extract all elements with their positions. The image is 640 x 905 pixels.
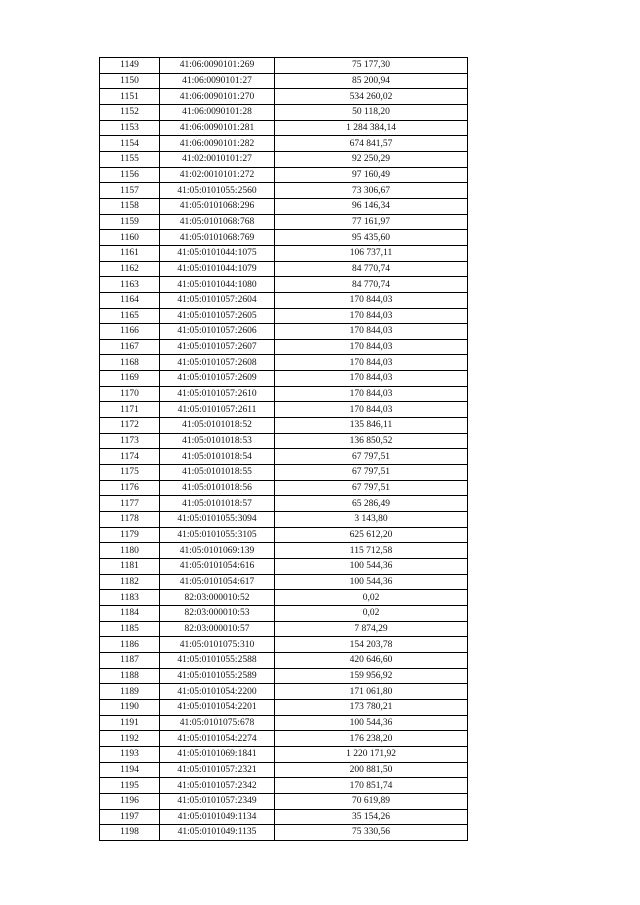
row-number-cell: 1158 <box>100 198 160 214</box>
table-row <box>100 324 468 340</box>
row-number-cell: 1150 <box>100 73 160 89</box>
row-number-cell: 1155 <box>100 151 160 167</box>
row-number-cell: 1168 <box>100 355 160 371</box>
cadastral-number-cell: 41:05:0101068:769 <box>160 230 275 246</box>
cadastral-value-cell: 92 250,29 <box>275 151 468 167</box>
cadastral-number-cell: 82:03:000010:52 <box>160 590 275 606</box>
cadastral-number-cell: 41:05:0101044:1080 <box>160 277 275 293</box>
cadastral-number-cell: 41:05:0101018:55 <box>160 465 275 481</box>
cadastral-number-cell: 41:05:0101057:2611 <box>160 402 275 418</box>
cadastral-number-cell: 41:05:0101057:2605 <box>160 308 275 324</box>
cadastral-value-table <box>99 57 468 841</box>
cadastral-number-cell: 41:05:0101057:2609 <box>160 371 275 387</box>
cadastral-number-cell: 41:05:0101057:2321 <box>160 762 275 778</box>
cadastral-value-cell: 73 306,67 <box>275 183 468 199</box>
row-number-cell: 1157 <box>100 183 160 199</box>
cadastral-value-cell: 85 200,94 <box>275 73 468 89</box>
row-number-cell: 1151 <box>100 89 160 105</box>
cadastral-value-cell: 1 220 171,92 <box>275 746 468 762</box>
cadastral-number-cell: 41:05:0101055:2560 <box>160 183 275 199</box>
cadastral-number-cell: 41:05:0101054:2200 <box>160 684 275 700</box>
row-number-cell: 1179 <box>100 527 160 543</box>
table-row <box>100 746 468 762</box>
cadastral-value-cell: 170 844,03 <box>275 339 468 355</box>
table-row <box>100 621 468 637</box>
row-number-cell: 1159 <box>100 214 160 230</box>
cadastral-number-cell: 41:02:0010101:272 <box>160 167 275 183</box>
row-number-cell: 1194 <box>100 762 160 778</box>
cadastral-number-cell: 41:05:0101055:2589 <box>160 668 275 684</box>
table-row <box>100 574 468 590</box>
table-row <box>100 449 468 465</box>
table-row <box>100 151 468 167</box>
cadastral-value-cell: 170 844,03 <box>275 308 468 324</box>
table-row <box>100 762 468 778</box>
cadastral-value-cell: 154 203,78 <box>275 637 468 653</box>
cadastral-value-cell: 173 780,21 <box>275 699 468 715</box>
cadastral-value-cell: 171 061,80 <box>275 684 468 700</box>
row-number-cell: 1183 <box>100 590 160 606</box>
cadastral-value-cell: 65 286,49 <box>275 496 468 512</box>
table-row <box>100 261 468 277</box>
row-number-cell: 1160 <box>100 230 160 246</box>
table-row <box>100 793 468 809</box>
cadastral-value-cell: 67 797,51 <box>275 480 468 496</box>
cadastral-number-cell: 41:05:0101068:768 <box>160 214 275 230</box>
table-row <box>100 73 468 89</box>
cadastral-number-cell: 41:05:0101018:53 <box>160 433 275 449</box>
cadastral-value-cell: 50 118,20 <box>275 104 468 120</box>
row-number-cell: 1152 <box>100 104 160 120</box>
table-row <box>100 465 468 481</box>
cadastral-number-cell: 41:05:0101055:3094 <box>160 512 275 528</box>
table-row <box>100 230 468 246</box>
table-row <box>100 543 468 559</box>
table-row <box>100 136 468 152</box>
table-row <box>100 339 468 355</box>
cadastral-value-cell: 3 143,80 <box>275 512 468 528</box>
cadastral-value-cell: 170 844,03 <box>275 402 468 418</box>
table-row <box>100 418 468 434</box>
row-number-cell: 1176 <box>100 480 160 496</box>
table-row <box>100 402 468 418</box>
row-number-cell: 1187 <box>100 652 160 668</box>
cadastral-value-cell: 420 646,60 <box>275 652 468 668</box>
cadastral-number-cell: 41:06:0090101:281 <box>160 120 275 136</box>
row-number-cell: 1167 <box>100 339 160 355</box>
row-number-cell: 1171 <box>100 402 160 418</box>
table-row <box>100 605 468 621</box>
cadastral-number-cell: 41:06:0090101:270 <box>160 89 275 105</box>
table-row <box>100 214 468 230</box>
cadastral-value-cell: 176 238,20 <box>275 731 468 747</box>
cadastral-number-cell: 41:05:0101049:1135 <box>160 825 275 841</box>
cadastral-number-cell: 41:05:0101075:678 <box>160 715 275 731</box>
row-number-cell: 1178 <box>100 512 160 528</box>
table-row <box>100 512 468 528</box>
table-row <box>100 292 468 308</box>
cadastral-number-cell: 41:06:0090101:27 <box>160 73 275 89</box>
cadastral-number-cell: 41:05:0101054:2274 <box>160 731 275 747</box>
cadastral-number-cell: 41:05:0101044:1079 <box>160 261 275 277</box>
table-row <box>100 386 468 402</box>
cadastral-value-cell: 170 844,03 <box>275 324 468 340</box>
table-row <box>100 731 468 747</box>
row-number-cell: 1189 <box>100 684 160 700</box>
table-row <box>100 778 468 794</box>
table-row <box>100 277 468 293</box>
row-number-cell: 1180 <box>100 543 160 559</box>
table-row <box>100 183 468 199</box>
cadastral-value-cell: 77 161,97 <box>275 214 468 230</box>
cadastral-value-cell: 534 260,02 <box>275 89 468 105</box>
cadastral-number-cell: 41:05:0101055:3105 <box>160 527 275 543</box>
row-number-cell: 1196 <box>100 793 160 809</box>
row-number-cell: 1185 <box>100 621 160 637</box>
row-number-cell: 1172 <box>100 418 160 434</box>
cadastral-number-cell: 41:05:0101057:2610 <box>160 386 275 402</box>
cadastral-number-cell: 41:05:0101054:617 <box>160 574 275 590</box>
cadastral-value-cell: 170 851,74 <box>275 778 468 794</box>
row-number-cell: 1162 <box>100 261 160 277</box>
table-row <box>100 371 468 387</box>
table-row <box>100 167 468 183</box>
cadastral-value-cell: 1 284 384,14 <box>275 120 468 136</box>
cadastral-number-cell: 82:03:000010:57 <box>160 621 275 637</box>
row-number-cell: 1163 <box>100 277 160 293</box>
cadastral-number-cell: 41:05:0101049:1134 <box>160 809 275 825</box>
row-number-cell: 1149 <box>100 58 160 74</box>
cadastral-value-cell: 674 841,57 <box>275 136 468 152</box>
row-number-cell: 1170 <box>100 386 160 402</box>
cadastral-value-cell: 106 737,11 <box>275 245 468 261</box>
table-row <box>100 527 468 543</box>
cadastral-value-cell: 136 850,52 <box>275 433 468 449</box>
table-row <box>100 637 468 653</box>
table-row <box>100 590 468 606</box>
row-number-cell: 1182 <box>100 574 160 590</box>
table-row <box>100 699 468 715</box>
row-number-cell: 1195 <box>100 778 160 794</box>
table-row <box>100 559 468 575</box>
cadastral-number-cell: 41:05:0101055:2588 <box>160 652 275 668</box>
row-number-cell: 1192 <box>100 731 160 747</box>
cadastral-value-cell: 67 797,51 <box>275 449 468 465</box>
cadastral-number-cell: 41:05:0101057:2606 <box>160 324 275 340</box>
cadastral-value-cell: 7 874,29 <box>275 621 468 637</box>
table-row <box>100 58 468 74</box>
cadastral-number-cell: 41:05:0101018:54 <box>160 449 275 465</box>
row-number-cell: 1197 <box>100 809 160 825</box>
row-number-cell: 1193 <box>100 746 160 762</box>
cadastral-value-cell: 84 770,74 <box>275 277 468 293</box>
table-row <box>100 308 468 324</box>
cadastral-number-cell: 41:06:0090101:282 <box>160 136 275 152</box>
cadastral-number-cell: 41:05:0101057:2342 <box>160 778 275 794</box>
cadastral-number-cell: 41:05:0101057:2604 <box>160 292 275 308</box>
cadastral-value-cell: 135 846,11 <box>275 418 468 434</box>
table-row <box>100 355 468 371</box>
row-number-cell: 1181 <box>100 559 160 575</box>
table-row <box>100 715 468 731</box>
cadastral-value-cell: 200 881,50 <box>275 762 468 778</box>
cadastral-value-cell: 100 544,36 <box>275 559 468 575</box>
row-number-cell: 1198 <box>100 825 160 841</box>
row-number-cell: 1164 <box>100 292 160 308</box>
table-row <box>100 89 468 105</box>
row-number-cell: 1190 <box>100 699 160 715</box>
cadastral-number-cell: 41:06:0090101:269 <box>160 58 275 74</box>
cadastral-number-cell: 41:05:0101044:1075 <box>160 245 275 261</box>
row-number-cell: 1173 <box>100 433 160 449</box>
table-row <box>100 652 468 668</box>
cadastral-number-cell: 41:05:0101054:616 <box>160 559 275 575</box>
row-number-cell: 1165 <box>100 308 160 324</box>
cadastral-value-cell: 100 544,36 <box>275 574 468 590</box>
row-number-cell: 1174 <box>100 449 160 465</box>
table-row <box>100 245 468 261</box>
table-row <box>100 198 468 214</box>
cadastral-value-cell: 96 146,34 <box>275 198 468 214</box>
cadastral-value-cell: 170 844,03 <box>275 371 468 387</box>
row-number-cell: 1161 <box>100 245 160 261</box>
cadastral-value-cell: 35 154,26 <box>275 809 468 825</box>
cadastral-value-cell: 75 177,30 <box>275 58 468 74</box>
cadastral-value-cell: 170 844,03 <box>275 292 468 308</box>
table-row <box>100 104 468 120</box>
cadastral-value-cell: 84 770,74 <box>275 261 468 277</box>
row-number-cell: 1154 <box>100 136 160 152</box>
cadastral-number-cell: 41:05:0101018:52 <box>160 418 275 434</box>
row-number-cell: 1175 <box>100 465 160 481</box>
cadastral-value-cell: 100 544,36 <box>275 715 468 731</box>
row-number-cell: 1169 <box>100 371 160 387</box>
cadastral-value-cell: 159 956,92 <box>275 668 468 684</box>
table-body <box>100 58 468 841</box>
cadastral-number-cell: 41:05:0101069:1841 <box>160 746 275 762</box>
row-number-cell: 1177 <box>100 496 160 512</box>
cadastral-value-cell: 170 844,03 <box>275 355 468 371</box>
cadastral-value-cell: 67 797,51 <box>275 465 468 481</box>
cadastral-value-cell: 170 844,03 <box>275 386 468 402</box>
table-row <box>100 480 468 496</box>
cadastral-number-cell: 41:05:0101054:2201 <box>160 699 275 715</box>
cadastral-number-cell: 41:05:0101057:2349 <box>160 793 275 809</box>
row-number-cell: 1191 <box>100 715 160 731</box>
cadastral-number-cell: 41:05:0101075:310 <box>160 637 275 653</box>
cadastral-number-cell: 41:05:0101018:57 <box>160 496 275 512</box>
cadastral-value-cell: 70 619,89 <box>275 793 468 809</box>
cadastral-number-cell: 41:02:0010101:27 <box>160 151 275 167</box>
cadastral-number-cell: 41:05:0101068:296 <box>160 198 275 214</box>
cadastral-value-cell: 0,02 <box>275 605 468 621</box>
cadastral-value-cell: 97 160,49 <box>275 167 468 183</box>
cadastral-value-cell: 0,02 <box>275 590 468 606</box>
cadastral-value-cell: 625 612,20 <box>275 527 468 543</box>
table-row <box>100 809 468 825</box>
table-row <box>100 496 468 512</box>
cadastral-value-cell: 75 330,56 <box>275 825 468 841</box>
table-row <box>100 433 468 449</box>
table-row <box>100 120 468 136</box>
table-row <box>100 684 468 700</box>
cadastral-number-cell: 41:05:0101018:56 <box>160 480 275 496</box>
cadastral-number-cell: 41:05:0101057:2607 <box>160 339 275 355</box>
cadastral-number-cell: 41:05:0101069:139 <box>160 543 275 559</box>
row-number-cell: 1188 <box>100 668 160 684</box>
cadastral-number-cell: 41:05:0101057:2608 <box>160 355 275 371</box>
table-row <box>100 668 468 684</box>
row-number-cell: 1184 <box>100 605 160 621</box>
row-number-cell: 1156 <box>100 167 160 183</box>
row-number-cell: 1153 <box>100 120 160 136</box>
cadastral-number-cell: 82:03:000010:53 <box>160 605 275 621</box>
cadastral-value-cell: 115 712,58 <box>275 543 468 559</box>
cadastral-number-cell: 41:06:0090101:28 <box>160 104 275 120</box>
row-number-cell: 1186 <box>100 637 160 653</box>
cadastral-value-cell: 95 435,60 <box>275 230 468 246</box>
table-row <box>100 825 468 841</box>
row-number-cell: 1166 <box>100 324 160 340</box>
